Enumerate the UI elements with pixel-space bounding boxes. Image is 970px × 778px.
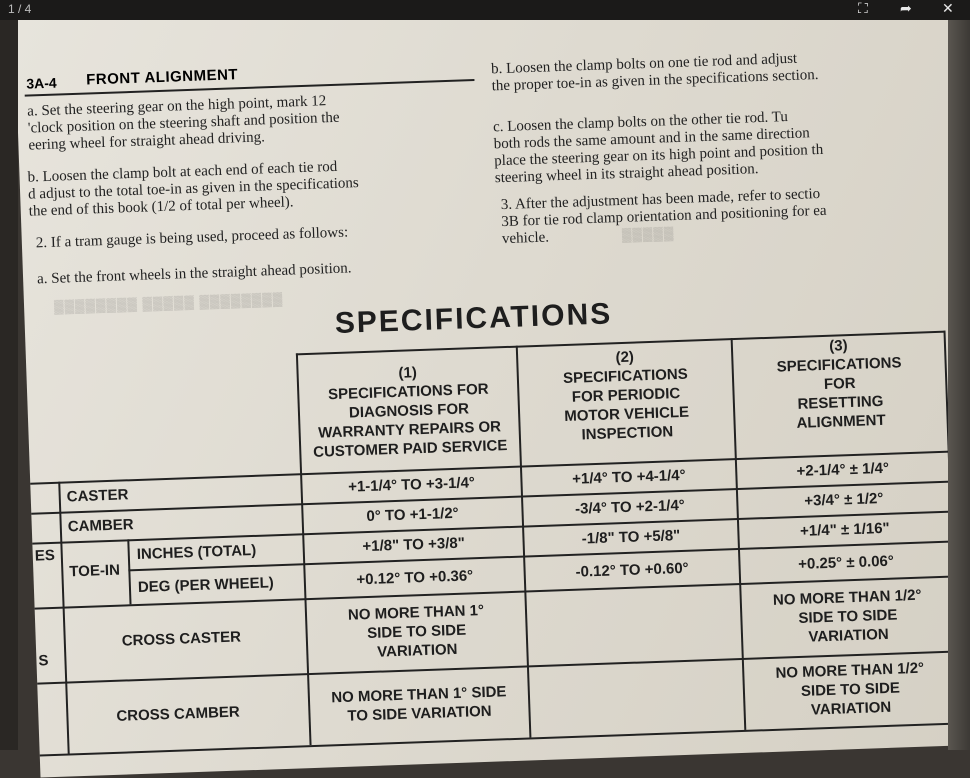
column-1-number: (1) bbox=[398, 364, 418, 382]
section-title: FRONT ALIGNMENT bbox=[85, 66, 239, 89]
cell-toe-degrees-col2: -0.12° TO +0.60° bbox=[575, 559, 689, 581]
cell-caster-col2: +1/4° TO +4-1/4° bbox=[571, 466, 686, 488]
manual-page bbox=[14, 0, 970, 778]
cell-toe-degrees-col1: +0.12° TO +0.36° bbox=[356, 567, 474, 589]
column-2-heading: SPECIFICATIONS FOR PERIODIC MOTOR VEHICLE INSPECTION bbox=[562, 365, 690, 444]
margin-fragment: ES bbox=[34, 546, 56, 565]
table-rule bbox=[127, 539, 131, 604]
fullscreen-icon[interactable]: ⛶ bbox=[858, 0, 868, 16]
left-paragraph-2: 2. If a tram gauge is being used, proceed as follows: bbox=[35, 224, 349, 252]
cell-cross-caster-col1: NO MORE THAN 1° SIDE TO SIDE VARIATION bbox=[347, 601, 485, 661]
specifications-title: SPECIFICATIONS bbox=[334, 297, 613, 340]
cell-toe-inches-col3: +1/4" ± 1/16" bbox=[799, 519, 890, 540]
row-sublabel-inches: INCHES (TOTAL) bbox=[136, 541, 257, 564]
row-label-camber: CAMBER bbox=[67, 516, 134, 536]
table-rule bbox=[40, 722, 960, 756]
row-sublabel-degrees: DEG (PER WHEEL) bbox=[137, 574, 275, 597]
cell-caster-col1: +1-1/4° TO +3-1/4° bbox=[347, 474, 476, 496]
bleed-through-text: ▓▓▓▓▓▓▓▓ ▓▓▓▓▓ ▓▓▓▓▓▓▓▓ bbox=[53, 290, 284, 314]
cell-camber-col3: +3/4° ± 1/2° bbox=[804, 489, 884, 510]
left-paragraph-a: a. Set the steering gear on the high point, mark 12 'clock position on the steering shaft and position the eering wheel for straight ahead driving. bbox=[26, 93, 340, 154]
book-edge-shadow bbox=[948, 0, 970, 750]
bleed-through-text: ▓▓▓▓▓ bbox=[621, 225, 675, 242]
book-spine-shadow bbox=[0, 0, 18, 750]
image-viewer-toolbar bbox=[0, 0, 970, 20]
cell-toe-inches-col2: -1/8" TO +5/8" bbox=[581, 527, 681, 548]
image-counter: 1 / 4 bbox=[8, 2, 32, 16]
row-label-cross-camber: CROSS CAMBER bbox=[116, 703, 240, 725]
section-code: 3A-4 bbox=[26, 74, 57, 92]
right-paragraph-3: 3. After the adjustment has been made, refer to sectio 3B for tie rod clamp orientation and positioning for ea vehicle. bbox=[500, 185, 827, 248]
specifications-table bbox=[26, 331, 959, 763]
cell-toe-degrees-col3: +0.25° ± 0.06° bbox=[797, 552, 895, 573]
right-paragraph-b: b. Loosen the clamp bolts on one tie rod and adjust the proper toe-in as given in the specifications section. bbox=[490, 50, 819, 95]
row-label-caster: CASTER bbox=[66, 486, 129, 506]
left-paragraph-a2: a. Set the front wheels in the straight ahead position. bbox=[36, 260, 352, 288]
row-label-cross-caster: CROSS CASTER bbox=[121, 628, 242, 650]
left-paragraph-b: b. Loosen the clamp bolt at each end of each tie rod d adjust to the total toe-in as given in the specifications the end of this book (1/2 of total per wheel). bbox=[27, 158, 360, 220]
column-3-number: (3) bbox=[828, 337, 848, 355]
right-paragraph-c: c. Loosen the clamp bolts on the other tie rod. Tu both rods the same amount and in the same direction place the steering gear on its high point and position th steering wheel in its straight ahead position. bbox=[492, 109, 824, 187]
cell-toe-inches-col1: +1/8" TO +3/8" bbox=[362, 534, 466, 556]
cell-camber-col2: -3/4° TO +2-1/4° bbox=[574, 496, 686, 518]
column-3-heading: SPECIFICATIONS FOR RESETTING ALIGNMENT bbox=[776, 354, 902, 432]
column-2-number: (2) bbox=[615, 348, 635, 367]
cell-cross-camber-col3: NO MORE THAN 1/2° SIDE TO SIDE VARIATION bbox=[775, 659, 925, 719]
share-icon[interactable]: ➦ bbox=[900, 0, 912, 16]
cell-cross-camber-col1: NO MORE THAN 1° SIDE TO SIDE VARIATION bbox=[331, 683, 507, 725]
cell-camber-col1: 0° TO +1-1/2° bbox=[366, 504, 459, 525]
column-1-heading: SPECIFICATIONS FOR DIAGNOSIS FOR WARRANTY REPAIRS OR CUSTOMER PAID SERVICE bbox=[312, 380, 508, 461]
cell-caster-col3: +2-1/4° ± 1/4° bbox=[796, 459, 890, 480]
cell-cross-caster-col3: NO MORE THAN 1/2° SIDE TO SIDE VARIATION bbox=[772, 586, 922, 646]
close-icon[interactable]: ✕ bbox=[942, 0, 954, 16]
margin-fragment: S bbox=[38, 652, 49, 670]
row-label-toe-in: TOE-IN bbox=[69, 561, 121, 581]
